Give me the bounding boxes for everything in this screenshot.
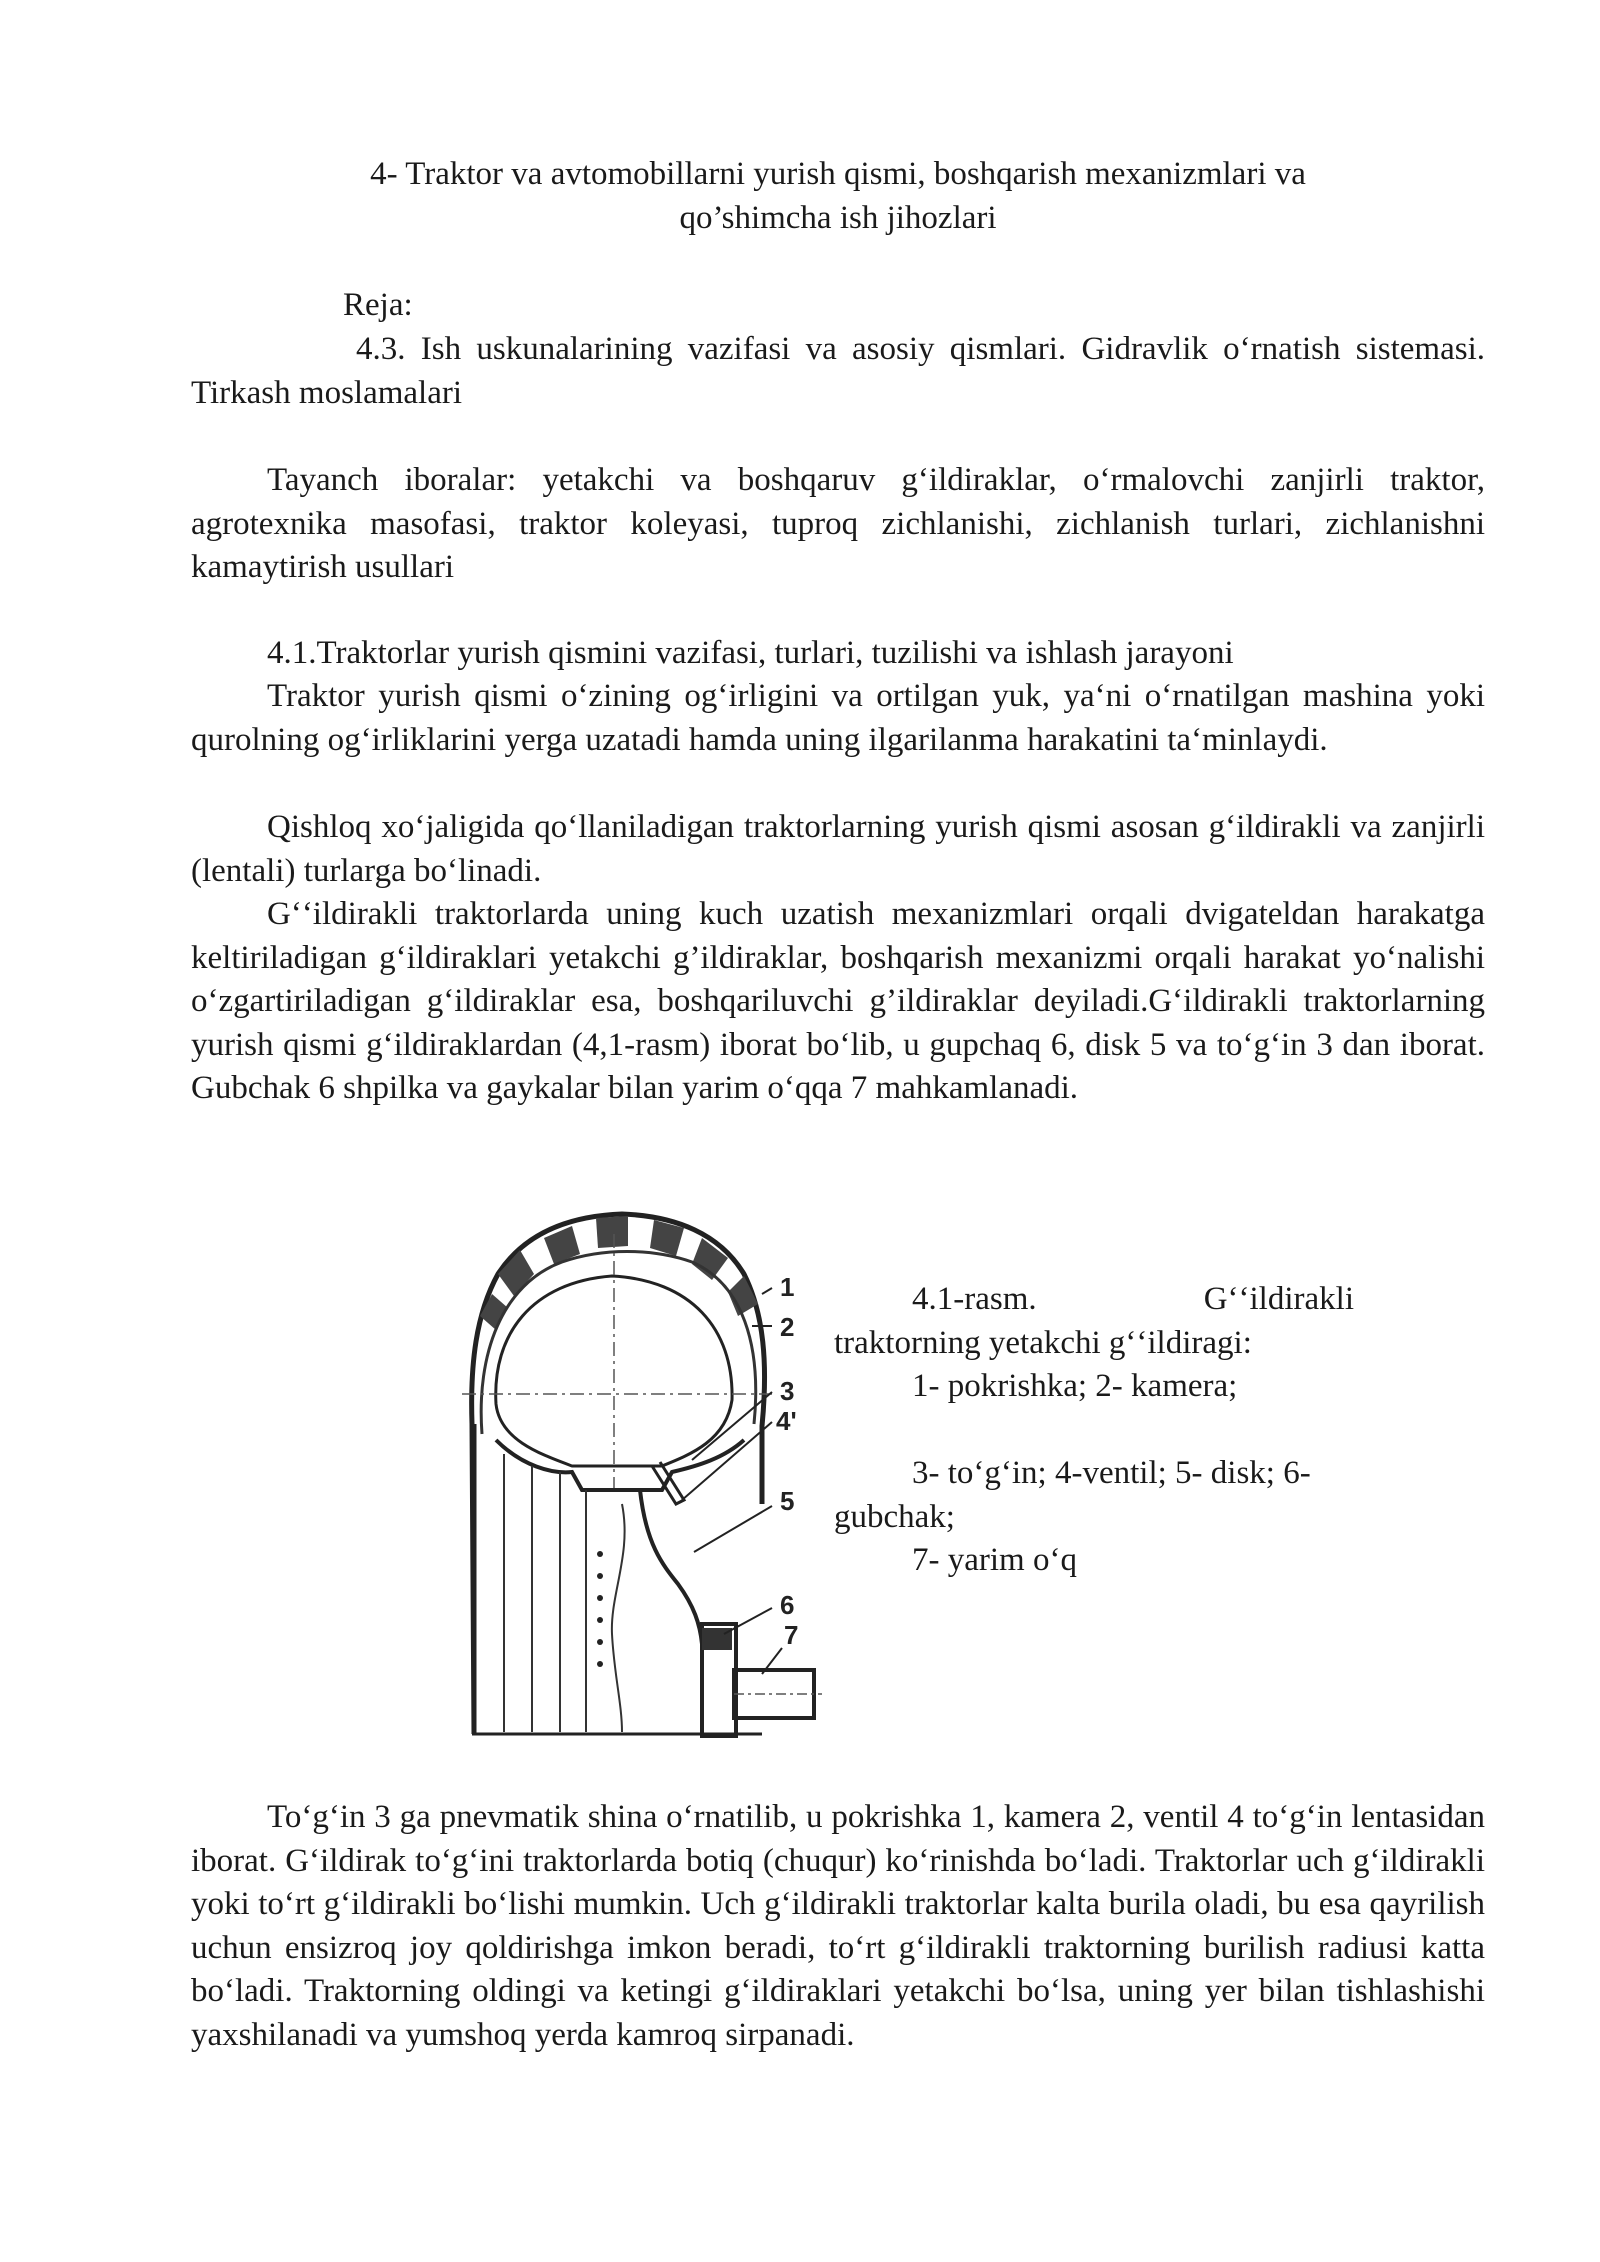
wheel-disk-inner (612, 1504, 625, 1732)
closing-paragraph: Toʻgʻin 3 ga pnevmatik shina oʻrnatilib, u pokrishka 1, kamera 2, ventil 4 toʻgʻin lentasidan iborat. Gʻildirak toʻgʻini traktorlarda botiq (chuqur) koʻrinishda boʻladi. Traktorlar uch gʻildirakli yoki toʻrt gʻildirakli boʻlishi mumkin. Uch gʻildirakli traktorlar kalta burila oladi, bu esa qayrilish uchun ensizroq joy qoldirishga imkon beradi, toʻrt gʻildirakli traktorning burilish radiusi katta boʻladi. Traktorning oldingi va ketingi gʻildiraklari yetakchi boʻlsa, uning yer bilan tishlashishi yaxshilanadi va yumshoq yerda kamroq sirpanadi. (191, 1799, 1485, 2053)
page-title-line-2: qo’shimcha ish jihozlari (679, 199, 997, 236)
caption-heading (834, 1278, 1354, 1322)
body-paragraph-2: Qishloq xoʻjaligida qoʻllaniladigan traktorlarning yurish qismi asosan gʻildirakli va zanjirli (lentali) turlarga boʻlinadi. (191, 809, 1485, 889)
wheel-cross-section-drawing (462, 1204, 832, 1744)
part-label-6: 6 (780, 1590, 795, 1620)
caption-item-line-4: 7- yarim oʻq (912, 1542, 1077, 1578)
caption-item-line-1: 1- pokrishka; 2- kamera; (912, 1368, 1238, 1404)
page-title (191, 153, 1485, 240)
tyre-tread (480, 1216, 758, 1330)
caption-item-line-3: gubchak; (834, 1498, 955, 1535)
caption-item-line-2: 3- toʻgʻin; 4-ventil; 5- disk; 6- (912, 1455, 1311, 1491)
keywords-paragraph: Tayanch iboralar: yetakchi va boshqaruv gʻildiraklar, oʻrmalovchi zanjirli traktor, agrotexnika masofasi, traktor koleyasi, tuproq zichlanishi, zichlanish turlari, zichlanishni kamaytirish usullari (191, 462, 1485, 585)
part-label-5: 5 (780, 1486, 795, 1516)
part-label-3: 3 (780, 1376, 795, 1406)
body-paragraph-3: Gʻʻildirakli traktorlarda uning kuch uzatish mexanizmlari orqali dvigateldan harakatga keltiriladigan gʻildiraklari yetakchi g’ildiraklar, boshqarish mexanizmi orqali harakat yoʻnalishi oʻzgartiriladigan gʻildiraklar esa, boshqariluvchi g’ildiraklar deyiladi.Gʻildirakli traktorlarning yurish qismi gʻildiraklardan (4,1-rasm) iborat boʻlib, u gupchaq 6, disk 5 va toʻgʻin 3 dan iborat. Gubchak 6 shpilka va gaykalar bilan yarim oʻqqa 7 mahkamlanadi. (191, 896, 1485, 1106)
part-label-7: 7 (784, 1620, 799, 1650)
section-heading: 4.1.Traktorlar yurish qismini vazifasi, turlari, tuzilishi va ishlash jarayoni (267, 635, 1234, 671)
part-label-2: 2 (780, 1312, 795, 1342)
plan-item: 4.3. Ish uskunalarining vazifasi va asosiy qismlari. Gidravlik oʻrnatish sistemasi. Tirkash moslamalari (191, 331, 1485, 411)
page-title-line-1: 4- Traktor va avtomobillarni yurish qismi, boshqarish mexanizmlari va (370, 156, 1306, 192)
caption-title-start: Gʻʻildirakli (1203, 1281, 1354, 1317)
wheel-figure (462, 1204, 832, 1744)
plan-label: Reja: (343, 287, 413, 323)
caption-figure-number: 4.1-rasm. (912, 1281, 1037, 1317)
figure-caption (834, 1278, 1354, 1583)
body-paragraph-1: Traktor yurish qismi oʻzining ogʻirligini va ortilgan yuk, yaʻni oʻrnatilgan mashina yoki qurolning ogʻirliklarini yerga uzatadi hamda uning ilgarilanma harakatini taʻminlaydi. (191, 678, 1485, 758)
part-label-1: 1 (780, 1272, 795, 1302)
part-label-4: 4' (776, 1406, 797, 1436)
caption-title-end: traktorning yetakchi gʻʻildiragi: (834, 1324, 1252, 1361)
caption-gap (834, 1409, 1354, 1453)
plan-label-block (191, 284, 1485, 328)
wheel-disk (640, 1490, 702, 1684)
disk-bolts (597, 1551, 603, 1667)
